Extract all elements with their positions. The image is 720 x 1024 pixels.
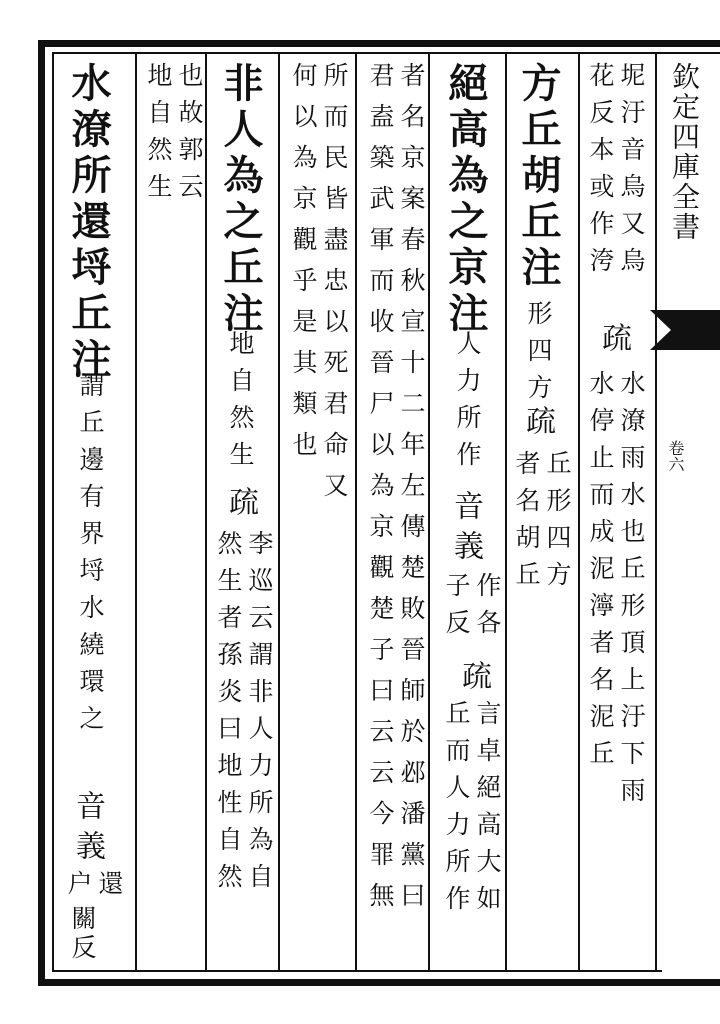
column-3-mid	[438, 572, 500, 646]
column-divider	[135, 52, 137, 970]
annotation-line: 花反本或作洿	[586, 62, 615, 284]
annotation-line: 何以為京觀乎是其類也	[289, 62, 318, 472]
column-divider	[278, 52, 280, 970]
column-2-lower	[508, 450, 570, 598]
inner-border-left	[52, 52, 54, 972]
column-divider	[578, 52, 580, 970]
column-divider	[355, 52, 357, 970]
column-8-lower	[60, 870, 122, 899]
annotation-line: 子反	[442, 572, 471, 646]
column-1-lower	[582, 370, 644, 814]
annotation-line: 還	[95, 870, 124, 899]
column-3-lower	[438, 700, 500, 922]
column-1	[582, 62, 644, 284]
annotation-line: 丘而人力所作	[442, 700, 471, 922]
book-title: 欽定四庫全書	[668, 62, 701, 242]
column-divider	[505, 52, 507, 970]
column-7	[140, 62, 202, 210]
heading-shu: 疏	[520, 405, 555, 445]
annotation-line: 言卓絕高大如	[473, 700, 502, 922]
heading-shu: 疏	[456, 660, 491, 700]
annotation-line: 人力所作	[453, 330, 482, 478]
annotation-line: 形四方	[524, 300, 553, 411]
annotation-line: 者名胡丘	[512, 450, 541, 598]
annotation-line: 李巡云謂非人力所為自	[245, 530, 274, 900]
column-6-lower	[210, 530, 272, 900]
annotation-line: 君盍築武軍而收晉尸以為京觀楚子曰云云今罪無	[366, 62, 395, 923]
inner-border-bottom	[52, 970, 662, 972]
main-text-juegao: 絕高為之京注	[442, 62, 489, 338]
annotation-line: 丘形四方	[543, 450, 572, 598]
annotation-line: 水潦雨水也丘形頂上汙下雨	[617, 370, 646, 814]
annotation-line: 謂丘邊有界埒水繞環之	[76, 372, 105, 742]
annotation-line: 關反	[68, 905, 97, 963]
annotation-line: 然生者孫炎曰地性自然	[214, 530, 243, 900]
column-4	[362, 62, 424, 923]
column-divider	[205, 52, 207, 970]
main-text-fangqiu: 方丘胡丘注	[515, 62, 562, 292]
annotation-line: 地自然生	[226, 330, 255, 478]
annotation-line: 水停止而成泥濘者名泥丘	[586, 370, 615, 777]
column-5	[285, 62, 347, 513]
heading-yinyi: 音義	[448, 490, 483, 570]
annotation-line: 户	[64, 870, 93, 899]
annotation-line: 所而民皆盡忠以死君命又	[320, 62, 349, 513]
main-text-feiren: 非人為之丘注	[217, 62, 264, 338]
main-text-shuilao: 水潦所還埒丘注	[65, 62, 112, 384]
annotation-line: 者名京案春秋宣十二年左傳楚敗晉師於邲潘黨曰	[397, 62, 426, 923]
heading-shu: 疏	[223, 486, 258, 526]
annotation-line: 作各	[473, 572, 502, 646]
heading-shu: 疏	[596, 322, 631, 362]
volume-label: 卷六	[666, 440, 685, 472]
column-divider	[655, 52, 657, 970]
annotation-line: 地自然生	[144, 62, 173, 210]
annotation-line: 坭汙音烏又烏	[617, 62, 646, 284]
inner-border-top	[52, 52, 720, 54]
column-divider	[428, 52, 430, 970]
heading-yinyi: 音義	[70, 790, 105, 870]
annotation-line: 也故郭云	[175, 62, 204, 210]
